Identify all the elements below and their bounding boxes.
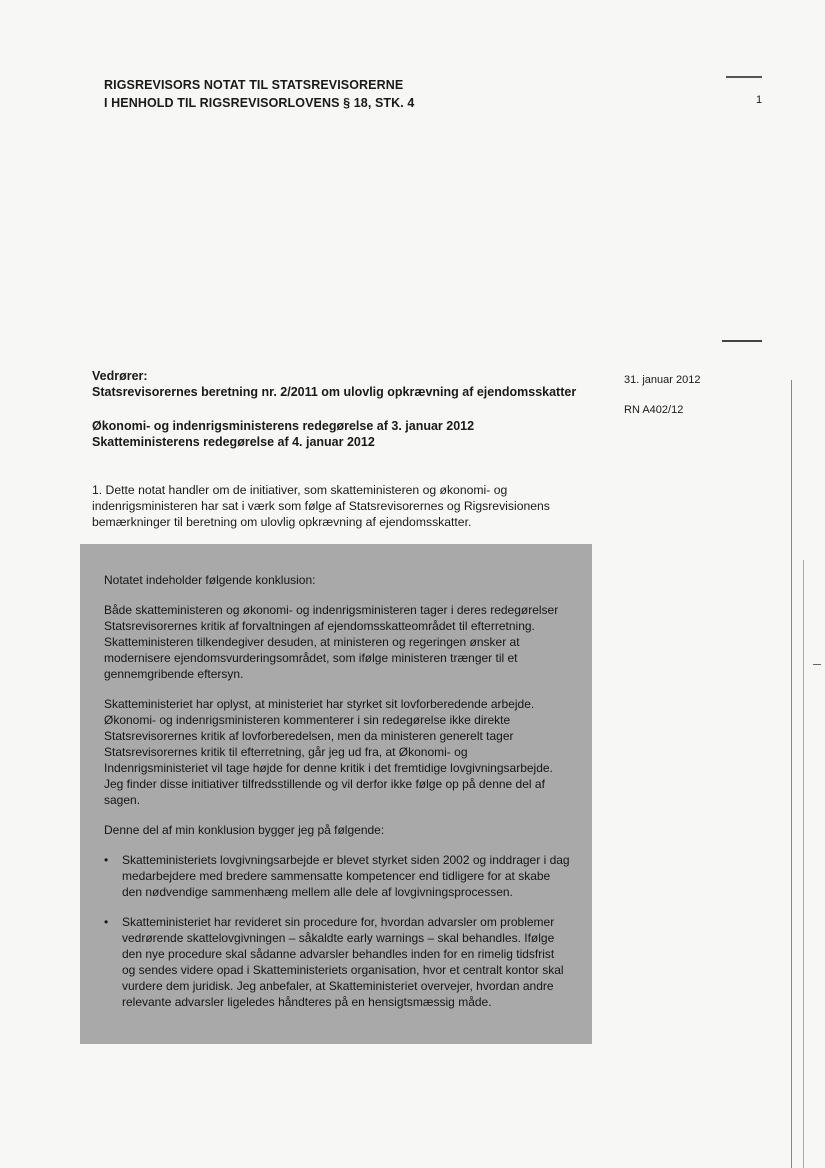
conclusion-box	[80, 544, 592, 1044]
page-number: 1	[756, 94, 763, 106]
header-rule	[726, 76, 762, 78]
subject-label: Vedrører:	[92, 369, 148, 383]
conclusion-bullet-list	[104, 852, 570, 1010]
subject-line-3: Skatteministerens redegørelse af 4. januar 2012	[92, 435, 375, 449]
scan-edge-line-2	[803, 560, 804, 1168]
scan-mark	[813, 664, 821, 665]
bullet-text-2: Skatteministeriet har revideret sin procedure for, hvordan advarsler om problemer vedrørende skattelovgivningen – såkaldte early warnings – skal behandles. Ifølge den nye procedure skal sådanne advarsler behandles inden for en rimelig tidsfrist og sendes videre opad i Skatteministeriets organisation, hvor et centralt kontor skal vurdere dem juridisk. Jeg anbefaler, at Skatteministeriet overvejer, hvordan andre relevante advarsler ligeledes håndteres på en hensigtsmæssig måde.	[122, 915, 564, 1009]
conclusion-paragraph-1: Både skatteministeren og økonomi- og indenrigsministeren tager i deres redegørelser Statsrevisorernes kritik af forvaltningen af ejendomsskatteområdet til efterretning. Skatteministeren tilkendegiver desuden, at ministeren og regeringen ønsker at modernisere ejendomsvurderingsområdet, som ifølge ministeren trænger til et gennemgribende eftersyn.	[104, 603, 559, 681]
list-item	[104, 914, 570, 1010]
bullet-icon: •	[104, 853, 109, 867]
conclusion-paragraph-3: Denne del af min konklusion bygger jeg på følgende:	[104, 823, 385, 837]
bullet-text-1: Skatteministeriets lovgivningsarbejde er blevet styrket siden 2002 og inddrager i dag medarbejdere med bredere sammensatte kompetencer end tidligere for at skabe den nødvendige sammenhæng mellem alle dele af lovgivningsprocessen.	[122, 853, 570, 899]
list-item	[104, 852, 570, 900]
scan-edge-line	[791, 380, 792, 1168]
subject-line-1: Statsrevisorernes beretning nr. 2/2011 om ulovlig opkrævning af ejendomsskatter	[92, 385, 577, 399]
header-line-1: RIGSREVISORS NOTAT TIL STATSREVISORERNE	[104, 78, 404, 92]
subject-block-2	[92, 418, 474, 450]
conclusion-heading: Notatet indeholder følgende konklusion:	[104, 573, 316, 587]
subject-block	[92, 368, 576, 400]
conclusion-content	[104, 572, 570, 1024]
intro-paragraph: 1. Dette notat handler om de initiativer, som skatteministeren og økonomi- og indenrigsministeren har sat i værk som følge af Statsrevisorernes og Rigsrevisionens bemærkninger til beretning om ulovlig opkrævning af ejendomsskatter.	[92, 483, 550, 529]
margin-rule	[722, 340, 762, 342]
document-reference: RN A402/12	[624, 404, 684, 416]
header-line-2: I HENHOLD TIL RIGSREVISORLOVENS § 18, STK. 4	[104, 96, 415, 110]
document-header	[104, 76, 414, 112]
subject-line-2: Økonomi- og indenrigsministerens redegørelse af 3. januar 2012	[92, 419, 475, 433]
document-date: 31. januar 2012	[624, 374, 701, 386]
bullet-icon: •	[104, 915, 109, 929]
conclusion-paragraph-2: Skatteministeriet har oplyst, at ministeriet har styrket sit lovforberedende arbejde. Økonomi- og indenrigsministeren kommenterer i sin redegørelse ikke direkte Statsrevisorernes kritik af lovforberedelsen, men da ministeren generelt tager Statsrevisorernes kritik til efterretning, går jeg ud fra, at Økonomi- og Indenrigsministeriet vil tage højde for denne kritik i det fremtidige lovgivningsarbejde. Jeg finder disse initiativer tilfredsstillende og vil derfor ikke følge op på denne del af sagen.	[104, 697, 553, 807]
